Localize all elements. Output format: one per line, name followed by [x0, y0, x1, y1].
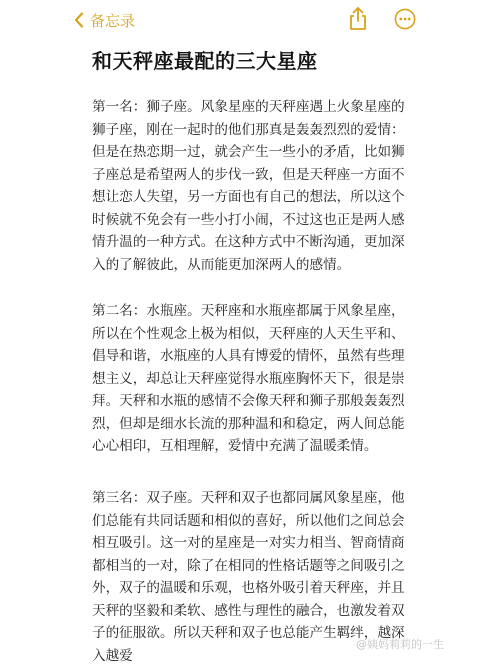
note-title: 和天秤座最配的三大星座 [92, 49, 318, 73]
back-label: 备忘录 [90, 11, 136, 30]
note-paragraph-second: 第二名：水瓶座。天秤座和水瓶座都属于风象星座，所以在个性观念上极为相似，天秤座的人天生平和、倡导和谐，水瓶座的人具有博爱的情怀，虽然有些理想主义，却总让天秤座觉得水瓶座胸怀天下，很是崇拜。天秤和水瓶的感情不会像天秤和狮子那般轰轰烈烈，但却是细水长流的那种温和和稳定，两人间总能心心相印，互相理解，爱情中充满了温暖柔情。 [92, 303, 405, 454]
chevron-left-icon [74, 12, 84, 28]
watermark: @姨妈莉莉的一生 [356, 638, 444, 651]
share-icon [346, 6, 370, 32]
top-navigation-bar [0, 0, 500, 42]
note-paragraph-first: 第一名：狮子座。风象星座的天秤座遇上火象星座的狮子座，刚在一起时的他们那真是轰轰烈烈的爱情：但是在热恋期一过，就会产生一些小的矛盾，比如狮子座总是希望两人的步伐一致，但是天秤座一方面不想让恋人失望，另一方面也有自己的想法，所以这个时候就不免会有一些小打小闹，不过这也正是两人感情升温的一种方式。在这种方式中不断沟通，更加深入的了解彼此，从而能更加深两人的感情。 [92, 99, 405, 273]
share-button[interactable] [346, 6, 370, 32]
more-button[interactable] [394, 8, 416, 30]
back-button[interactable] [74, 8, 135, 32]
note-paragraph-third: 第三名：双子座。天秤和双子也都同属风象星座，他们总能有共同话题和相似的喜好，所以他们之间总会相互吸引。这一对的星座是一对实力相当、智商情商都相当的一对，除了在相同的性格话题等之间吸引之外，双子的温暖和乐观，也格外吸引着天秤座，并且天秤的坚毅和柔软、感性与理性的融合，也激发着双子的征服欲。所以天秤和双子也总能产生羁绊，越深入越爱 [92, 490, 405, 664]
more-icon [394, 8, 416, 30]
